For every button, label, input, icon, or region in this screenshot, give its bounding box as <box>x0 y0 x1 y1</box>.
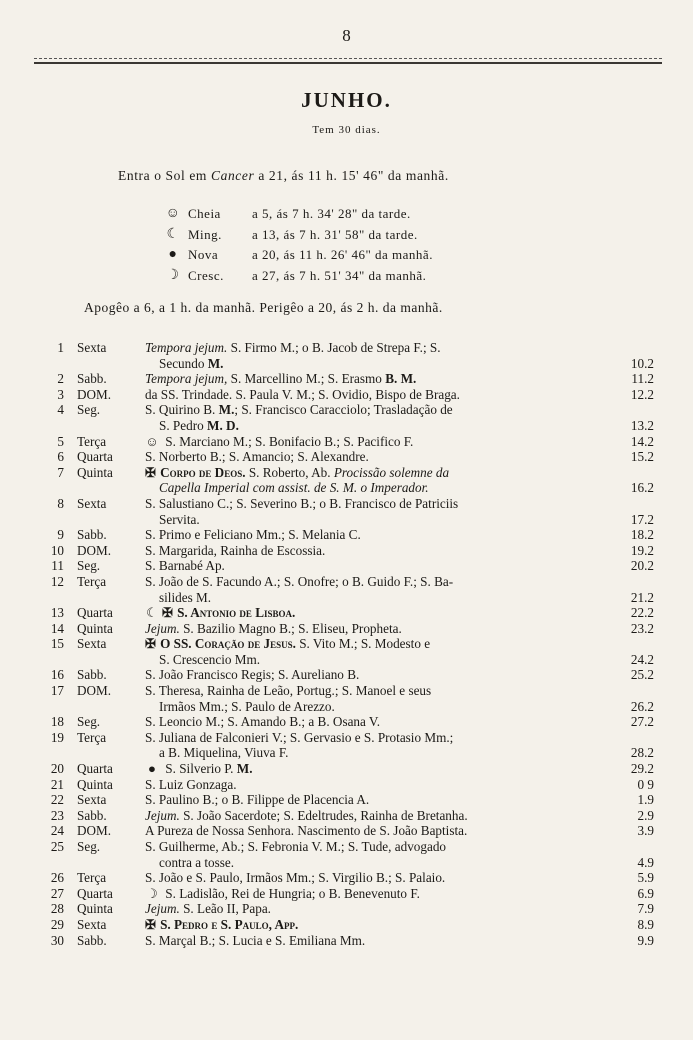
text-segment: S. Salustiano C.; S. Severino B.; o B. Francisco de Patriciis <box>145 495 459 511</box>
saints-text <box>145 543 579 559</box>
text-segment: B. M. <box>385 371 417 387</box>
month-title: JUNHO. <box>301 88 392 112</box>
day-number: 1 <box>57 340 64 355</box>
italic-note: Procissão solemne da <box>333 464 450 480</box>
saints-text <box>145 496 579 512</box>
weekday: Quarta <box>77 761 113 777</box>
full-moon-icon: ☺ <box>165 206 181 222</box>
day-number: 26 <box>50 870 64 886</box>
saints-text-continued <box>145 652 593 668</box>
text-segment: S. Pedro <box>159 417 207 433</box>
italic-note: Tempora jejum, <box>145 371 228 387</box>
month-subtitle: Tem 30 dias. <box>312 124 381 136</box>
cross-icon: ✠ <box>145 916 157 932</box>
sun-entry-line <box>118 168 449 184</box>
calendar-row <box>40 558 654 574</box>
day-number: 6 <box>57 449 64 465</box>
saints-text <box>145 636 579 652</box>
calendar-row <box>40 933 654 949</box>
text-segment: S. João Francisco Regis; S. Aureliano B. <box>145 667 360 683</box>
saints-text <box>145 901 579 917</box>
weekday: Quarta <box>77 605 113 621</box>
text-segment: Servita. <box>159 511 200 527</box>
saints-text <box>145 886 579 902</box>
text-segment: S. Firmo M.; o B. Jacob de Strepa F.; S. <box>227 340 441 355</box>
day-number: 8 <box>57 495 64 511</box>
tide-value: 16.2 <box>630 480 654 496</box>
text-segment: contra a tosse. <box>159 854 235 870</box>
header-rule-dashed <box>34 58 662 59</box>
calendar-row <box>40 465 654 496</box>
day-number: 7 <box>57 464 64 480</box>
weekday: Sabb. <box>77 667 107 683</box>
moon-phase-name: Cheia <box>188 206 221 222</box>
weekday: Terça <box>77 433 107 449</box>
weekday: Sexta <box>77 916 107 932</box>
tide-value: 11.2 <box>631 371 654 387</box>
weekday: Quinta <box>77 464 113 480</box>
saints-text <box>145 823 579 839</box>
saints-text <box>145 371 579 387</box>
day-number: 17 <box>50 683 64 699</box>
text-segment: S. Crescencio Mm. <box>159 651 261 667</box>
saints-text <box>145 792 579 808</box>
saints-text <box>145 402 579 418</box>
tide-value: 17.2 <box>630 511 654 527</box>
text-segment: S. João e S. Paulo, Irmãos Mm.; S. Virgilio B.; S. Palaio. <box>145 870 446 886</box>
tide-value: 1.9 <box>637 792 654 808</box>
moon-phase-detail: a 5, ás 7 h. 34' 28" da tarde. <box>252 206 411 222</box>
moon-phase-row <box>164 245 433 266</box>
new-moon-icon: ● <box>148 761 156 777</box>
saints-text <box>145 714 579 730</box>
first-quarter-icon: ☽ <box>146 885 158 901</box>
saints-text <box>145 449 579 465</box>
day-number: 30 <box>50 932 64 948</box>
saints-text-continued <box>145 855 593 871</box>
calendar-row <box>40 808 654 824</box>
weekday: Terça <box>77 729 107 745</box>
saints-text-continued <box>145 699 593 715</box>
day-number: 25 <box>50 839 64 854</box>
saints-text <box>145 667 579 683</box>
last-quarter-icon: ☾ <box>146 605 158 621</box>
tide-value: 12.2 <box>630 386 654 402</box>
calendar-row <box>40 434 654 450</box>
text-segment: S. Leoncio M.; S. Amando B.; a B. Osana V. <box>145 714 381 730</box>
text-segment: S. Bazilio Magno B.; S. Eliseu, Propheta. <box>179 620 402 636</box>
saints-text <box>145 527 579 543</box>
day-number: 3 <box>57 386 64 402</box>
full-moon-icon: ☺ <box>145 433 159 449</box>
tide-value: 26.2 <box>630 698 654 714</box>
calendar-row <box>40 340 654 371</box>
tide-value: 15.2 <box>630 449 654 465</box>
calendar-row <box>40 605 654 621</box>
tide-value: 20.2 <box>630 558 654 574</box>
weekday: Sabb. <box>77 527 107 543</box>
day-number: 13 <box>50 605 64 621</box>
tide-value: 7.9 <box>637 901 654 917</box>
day-number: 4 <box>57 402 64 418</box>
weekday: Quinta <box>77 901 113 917</box>
text-segment: S. Marciano M.; S. Bonifacio B.; S. Pacifico F. <box>162 433 414 449</box>
weekday: Sexta <box>77 340 107 355</box>
feast-name: S. Pedro e S. Paulo, App. <box>160 916 299 932</box>
weekday: Quinta <box>77 620 113 636</box>
tide-value: 5.9 <box>637 870 654 886</box>
day-number: 18 <box>50 714 64 730</box>
day-number: 10 <box>50 542 64 558</box>
text-segment: S. Vito M.; S. Modesto e <box>295 636 431 652</box>
weekday: DOM. <box>77 823 112 839</box>
day-number: 14 <box>50 620 64 636</box>
day-number: 19 <box>50 729 64 745</box>
tide-value: 18.2 <box>630 527 654 543</box>
moon-phase-detail: a 20, ás 11 h. 26' 46" da manhã. <box>252 247 433 263</box>
calendar-row <box>40 449 654 465</box>
first-quarter-icon: ☽ <box>166 268 180 284</box>
calendar-row <box>40 839 654 870</box>
weekday: Seg. <box>77 402 101 418</box>
italic-note: Jejum. <box>145 620 180 636</box>
tide-value: 21.2 <box>630 589 654 605</box>
saints-text-continued <box>145 418 593 434</box>
weekday: Sexta <box>77 636 107 652</box>
day-number: 16 <box>50 667 64 683</box>
tide-value: 19.2 <box>630 542 654 558</box>
moon-phase-detail: a 13, ás 7 h. 31' 58" da tarde. <box>252 226 418 242</box>
weekday: Seg. <box>77 714 101 730</box>
text-segment: S. Juliana de Falconieri V.; S. Gervasio e S. Protasio Mm.; <box>145 729 454 745</box>
text-segment: S. Roberto, Ab. <box>245 464 334 480</box>
day-number: 29 <box>50 916 64 932</box>
text-segment: M. D. <box>207 417 239 433</box>
saints-text <box>145 917 579 933</box>
moon-phase-row <box>164 266 433 287</box>
moon-phase-detail: a 27, ás 7 h. 51' 34" da manhã. <box>252 267 427 283</box>
tide-value: 25.2 <box>630 667 654 683</box>
tide-value: 6.9 <box>637 885 654 901</box>
tide-value: 9.9 <box>637 932 654 948</box>
calendar-row <box>40 714 654 730</box>
text-segment: S. Margarida, Rainha de Escossia. <box>145 542 326 558</box>
saints-text <box>145 434 579 450</box>
cross-icon: ✠ <box>162 605 174 621</box>
text-segment: M. <box>207 355 224 371</box>
saints-text <box>145 839 579 855</box>
saints-text-continued <box>145 480 593 496</box>
saints-text-continued <box>145 745 593 761</box>
sun-entry-post: a 21, ás 11 h. 15' 46" da manhã. <box>258 168 449 183</box>
calendar-row <box>40 621 654 637</box>
calendar-row <box>40 543 654 559</box>
calendar-row <box>40 777 654 793</box>
italic-note: Tempora jejum. <box>145 340 228 355</box>
tide-value: 14.2 <box>630 433 654 449</box>
tide-value: 13.2 <box>630 417 654 433</box>
weekday: Seg. <box>77 558 101 574</box>
tide-value: 24.2 <box>630 651 654 667</box>
calendar-row <box>40 667 654 683</box>
text-segment: S. Paulino B.; o B. Filippe de Placencia A. <box>145 792 370 808</box>
day-number: 12 <box>50 573 64 589</box>
weekday: Quarta <box>77 449 113 465</box>
text-segment: S. Luiz Gonzaga. <box>145 776 237 792</box>
calendar-row <box>40 371 654 387</box>
feast-name: S. Antonio de Lisboa. <box>177 605 296 621</box>
tide-value: 27.2 <box>630 714 654 730</box>
saints-text <box>145 465 579 481</box>
saints-text <box>145 340 579 356</box>
day-number: 15 <box>50 636 64 652</box>
tide-value: 4.9 <box>637 854 654 870</box>
text-segment: S. Silverio P. <box>162 761 237 777</box>
text-segment: silides M. <box>159 589 212 605</box>
day-number: 9 <box>57 527 64 543</box>
calendar-row <box>40 823 654 839</box>
calendar-row <box>40 730 654 761</box>
tide-value: 3.9 <box>637 823 654 839</box>
weekday: Sabb. <box>77 807 107 823</box>
italic-note: Jejum. <box>145 901 180 917</box>
tide-value: 2.9 <box>637 807 654 823</box>
apogee-perigee-line: Apogêo a 6, a 1 h. da manhã. Perigêo a 20, ás 2 h. da manhã. <box>84 300 443 315</box>
day-number: 5 <box>57 433 64 449</box>
feast-name: Corpo de Deos. <box>160 464 246 480</box>
text-segment: S. Marcellino M.; S. Erasmo <box>227 371 386 387</box>
text-segment: a B. Miquelina, Viuva F. <box>159 745 289 761</box>
calendar-row <box>40 886 654 902</box>
text-segment: S. Guilherme, Ab.; S. Febronia V. M.; S. Tude, advogado <box>145 839 447 854</box>
text-segment: da SS. Trindade. S. Paula V. M.; S. Ovidio, Bispo de Braga. <box>145 386 460 402</box>
tide-value: 10.2 <box>630 355 654 371</box>
saints-text <box>145 621 579 637</box>
saints-text <box>145 933 579 949</box>
weekday: Terça <box>77 870 107 886</box>
calendar-row <box>40 683 654 714</box>
moon-phase-name: Cresc. <box>188 267 224 283</box>
text-segment: S. João Sacerdote; S. Edeltrudes, Rainha de Bretanha. <box>179 807 468 823</box>
text-segment: S. Barnabé Ap. <box>145 558 225 574</box>
cross-icon: ✠ <box>145 464 157 480</box>
saints-text <box>145 558 579 574</box>
text-segment: Irmãos Mm.; S. Paulo de Arezzo. <box>159 698 335 714</box>
saints-text <box>145 683 579 699</box>
text-segment: S. Ladislão, Rei de Hungria; o B. Benevenuto F. <box>162 885 420 901</box>
weekday: Sexta <box>77 792 107 808</box>
text-segment: S. Leão II, Papa. <box>179 901 271 917</box>
feast-name: O SS. Coração de Jesus. <box>160 636 296 652</box>
saints-text-continued <box>145 590 593 606</box>
day-number: 2 <box>57 371 64 387</box>
moon-phase-row <box>164 225 433 246</box>
moon-phase-name: Nova <box>188 247 219 263</box>
page-number: 8 <box>342 26 351 45</box>
tide-value: 8.9 <box>637 916 654 932</box>
calendar-row <box>40 574 654 605</box>
tide-value: 22.2 <box>630 605 654 621</box>
day-number: 20 <box>50 761 64 777</box>
tide-value: 0 9 <box>637 776 654 792</box>
weekday: Sabb. <box>77 932 107 948</box>
saints-text-continued <box>145 356 593 372</box>
saints-text <box>145 761 579 777</box>
calendar-row <box>40 792 654 808</box>
text-segment: S. João de S. Facundo A.; S. Onofre; o B. Guido F.; S. Ba- <box>145 573 454 589</box>
tide-value: 23.2 <box>630 620 654 636</box>
text-segment: S. Quirino B. <box>145 402 219 418</box>
tide-value: 29.2 <box>630 761 654 777</box>
weekday: Quinta <box>77 776 113 792</box>
saints-text <box>145 870 579 886</box>
weekday: DOM. <box>77 542 112 558</box>
saints-text <box>145 777 579 793</box>
text-segment: A Pureza de Nossa Senhora. Nascimento de S. João Baptista. <box>145 823 468 839</box>
moon-phases <box>164 204 433 286</box>
day-number: 23 <box>50 807 64 823</box>
day-number: 22 <box>50 792 64 808</box>
calendar-row <box>40 870 654 886</box>
calendar-row <box>40 387 654 403</box>
saints-text <box>145 730 579 746</box>
calendar-table <box>40 340 654 948</box>
text-segment: M. <box>236 761 253 777</box>
calendar-row <box>40 527 654 543</box>
weekday: DOM. <box>77 683 112 699</box>
calendar-row <box>40 636 654 667</box>
header-rule <box>34 62 662 64</box>
text-segment: ; S. Francisco Caracciolo; Trasladação de <box>234 402 453 418</box>
text-segment: S. Primo e Feliciano Mm.; S. Melania C. <box>145 527 361 543</box>
calendar-row <box>40 917 654 933</box>
weekday: Quarta <box>77 885 113 901</box>
saints-text-continued <box>145 512 593 528</box>
weekday: Sexta <box>77 495 107 511</box>
calendar-row <box>40 402 654 433</box>
italic-note: Jejum. <box>145 807 180 823</box>
sun-entry-pre: Entra o Sol em <box>118 168 208 183</box>
calendar-row <box>40 761 654 777</box>
day-number: 27 <box>50 885 64 901</box>
tide-value: 28.2 <box>630 745 654 761</box>
text-segment: S. Marçal B.; S. Lucia e S. Emiliana Mm. <box>145 932 366 948</box>
text-segment: S. Theresa, Rainha de Leão, Portug.; S. Manoel e seus <box>145 683 432 699</box>
day-number: 28 <box>50 901 64 917</box>
moon-phase-row <box>164 204 433 225</box>
cross-icon: ✠ <box>145 636 157 652</box>
weekday: Seg. <box>77 839 101 854</box>
saints-text <box>145 574 579 590</box>
italic-note: Capella Imperial com assist. de S. M. o Imperador. <box>159 480 429 496</box>
new-moon-icon: ● <box>168 247 178 263</box>
weekday: DOM. <box>77 386 112 402</box>
saints-text <box>145 605 579 621</box>
moon-phase-name: Ming. <box>188 226 222 242</box>
sun-sign: Cancer <box>211 168 255 183</box>
saints-text <box>145 808 579 824</box>
last-quarter-icon: ☾ <box>166 227 180 243</box>
text-segment: M. <box>218 402 235 418</box>
day-number: 21 <box>50 776 64 792</box>
weekday: Terça <box>77 573 107 589</box>
calendar-row <box>40 496 654 527</box>
text-segment: Secundo <box>159 355 208 371</box>
calendar-row <box>40 901 654 917</box>
text-segment: S. Norberto B.; S. Amancio; S. Alexandre. <box>145 449 369 465</box>
weekday: Sabb. <box>77 371 107 387</box>
day-number: 24 <box>50 823 64 839</box>
day-number: 11 <box>51 558 64 574</box>
saints-text <box>145 387 579 403</box>
